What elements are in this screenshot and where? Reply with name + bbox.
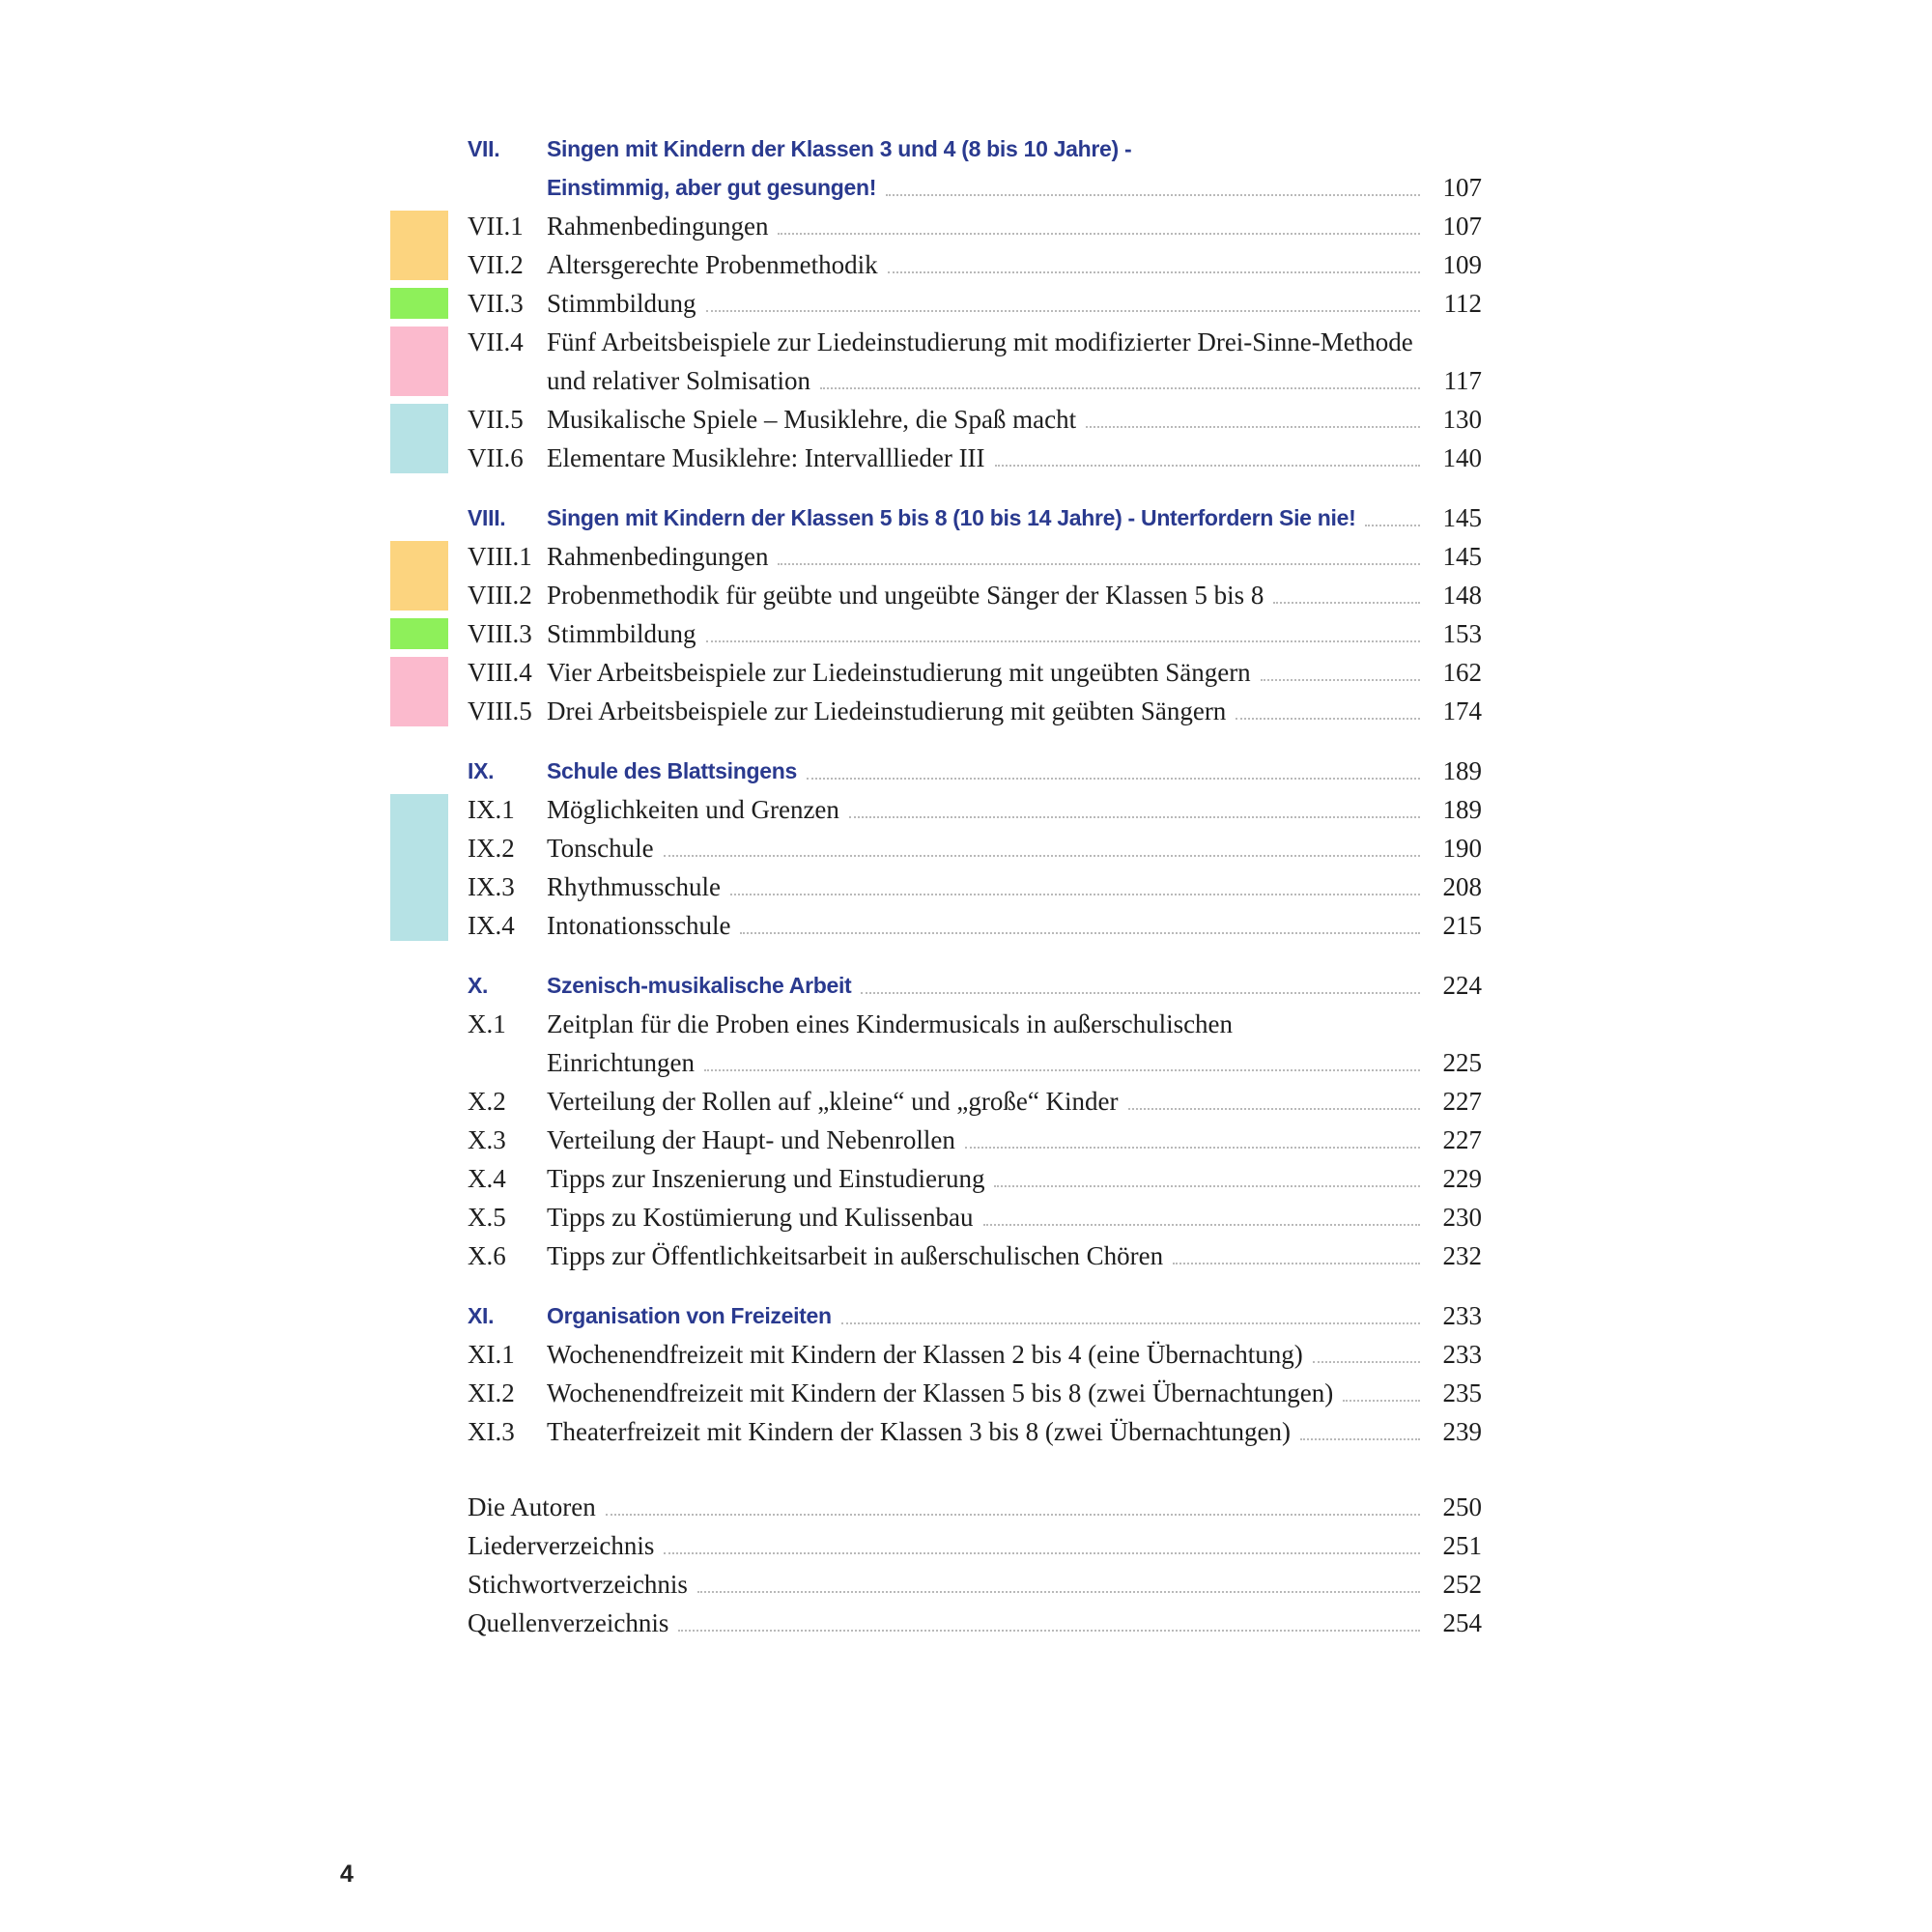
entry-page: 254 [1442,1608,1482,1637]
entry-number: XI. [468,1303,495,1328]
color-tab-orange [390,211,448,280]
entry-title: Elementare Musiklehre: Intervalllieder III [547,443,985,472]
toc-entry-line [0,1198,1932,1236]
entry-title: Verteilung der Rollen auf „kleine“ und „große“ Kinder [547,1087,1119,1116]
entry-page: 215 [1442,911,1482,940]
entry-page: 250 [1442,1492,1482,1521]
entry-title: Rhythmusschule [547,872,721,901]
toc-entry-line [0,1526,1932,1565]
entry-number: VII.4 [468,327,524,356]
dot-leader [664,855,1420,857]
toc-entry-line [0,284,1932,323]
toc-entry-line [0,1082,1932,1121]
toc-entry-line [0,439,1932,477]
entry-title: Probenmethodik für geübte und ungeübte Sänger der Klassen 5 bis 8 [547,581,1264,610]
dot-leader [740,932,1420,934]
entry-title: Tipps zu Kostümierung und Kulissenbau [547,1203,974,1232]
entry-title: Möglichkeiten und Grenzen [547,795,839,824]
entry-page: 229 [1442,1164,1482,1193]
entry-page: 107 [1442,212,1482,241]
dot-leader [778,563,1420,565]
entry-title: Fünf Arbeitsbeispiele zur Liedeinstudierung mit modifizierter Drei-Sinne-Methode [547,327,1413,356]
entry-number: VII.2 [468,250,524,279]
dot-leader [1173,1263,1420,1264]
entry-title: Einrichtungen [547,1048,695,1077]
entry-page: 140 [1442,443,1482,472]
entry-number: IX.4 [468,911,515,940]
entry-title: Einstimmig, aber gut gesungen! [547,175,877,200]
entry-number: X.6 [468,1241,506,1270]
entry-number: IX.2 [468,834,515,863]
entry-page: 225 [1442,1048,1482,1077]
entry-page: 145 [1442,503,1482,532]
color-tab-blue [390,794,448,941]
entry-page: 130 [1442,405,1482,434]
toc-entry-line [0,1565,1932,1604]
entry-title: Altersgerechte Probenmethodik [547,250,878,279]
toc-entry-line [0,790,1932,829]
entry-number: IX.1 [468,795,515,824]
entry-page: 230 [1442,1203,1482,1232]
toc-entry-line [0,245,1932,284]
entry-title: Quellenverzeichnis [468,1608,669,1637]
entry-page: 189 [1442,795,1482,824]
toc-entry-line [0,400,1932,439]
entry-page: 162 [1442,658,1482,687]
entry-number: VIII.3 [468,619,532,648]
dot-leader [888,271,1420,273]
entry-number: X.1 [468,1009,506,1038]
toc-entry-line [0,1412,1932,1451]
entry-page: 148 [1442,581,1482,610]
dot-leader [983,1224,1420,1226]
entry-page: 227 [1442,1125,1482,1154]
dot-leader [697,1591,1420,1593]
entry-title: Szenisch-musikalische Arbeit [547,973,852,998]
entry-page: 107 [1442,173,1482,202]
entry-page: 233 [1442,1301,1482,1330]
entry-title: Die Autoren [468,1492,596,1521]
entry-page: 109 [1442,250,1482,279]
dot-leader [778,233,1420,235]
entry-number: VII.6 [468,443,524,472]
dot-leader [1236,718,1420,720]
dot-leader [706,310,1420,312]
dot-leader [1261,679,1420,681]
toc-entry-line [0,576,1932,614]
dot-leader [1128,1108,1420,1110]
toc-entry-line [0,1236,1932,1275]
entry-title: Rahmenbedingungen [547,542,769,571]
toc-entry-line [0,323,1932,361]
dot-leader [1300,1438,1420,1440]
entry-number: IX.3 [468,872,515,901]
dot-leader [1313,1361,1420,1363]
entry-title: Liederverzeichnis [468,1531,655,1560]
entry-page: 145 [1442,542,1482,571]
dot-leader [995,465,1420,467]
toc-entry-line [0,1121,1932,1159]
dot-leader [706,640,1420,642]
entry-title: Theaterfreizeit mit Kindern der Klassen 3 bis 8 (zwei Übernachtungen) [547,1417,1291,1446]
toc-entry-line [0,1335,1932,1374]
entry-title: Musikalische Spiele – Musiklehre, die Spaß macht [547,405,1077,434]
dot-leader [1343,1400,1420,1402]
entry-title: Vier Arbeitsbeispiele zur Liedeinstudierung mit ungeübten Sängern [547,658,1251,687]
entry-number: VII. [468,136,500,161]
entry-title: Intonationsschule [547,911,731,940]
entry-number: VIII.2 [468,581,532,610]
entry-page: 239 [1442,1417,1482,1446]
toc-entry-line [0,829,1932,867]
entry-page: 232 [1442,1241,1482,1270]
entry-number: VII.3 [468,289,524,318]
entry-number: VIII.5 [468,696,532,725]
entry-title: und relativer Solmisation [547,366,810,395]
entry-number: XI.3 [468,1417,515,1446]
entry-number: XI.2 [468,1378,515,1407]
toc-entry-line [0,1488,1932,1526]
toc-entry-line [0,537,1932,576]
entry-page: 227 [1442,1087,1482,1116]
dot-leader [886,194,1420,196]
toc-entry-line [0,361,1932,400]
toc-entry-line [0,1604,1932,1642]
toc-entry-line [0,207,1932,245]
entry-title: Rahmenbedingungen [547,212,769,241]
dot-leader [1273,602,1420,604]
entry-number: IX. [468,758,495,783]
entry-page: 251 [1442,1531,1482,1560]
color-tab-green [390,288,448,319]
entry-number: X.4 [468,1164,506,1193]
toc-entry-line [0,129,1932,168]
entry-title: Tipps zur Inszenierung und Einstudierung [547,1164,985,1193]
entry-number: X.5 [468,1203,506,1232]
entry-number: VII.1 [468,212,524,241]
entry-number: X. [468,973,489,998]
entry-title: Stimmbildung [547,619,696,648]
toc-entry-line [0,752,1932,790]
toc-entry-line [0,1374,1932,1412]
entry-page: 117 [1443,366,1482,395]
toc-entry-line [0,1043,1932,1082]
toc-entry-line [0,614,1932,653]
entry-number: X.3 [468,1125,506,1154]
toc-entry-line [0,498,1932,537]
dot-leader [807,778,1420,780]
entry-page: 224 [1442,971,1482,1000]
dot-leader [678,1630,1420,1632]
entry-number: VIII. [468,505,506,530]
entry-title: Stimmbildung [547,289,696,318]
entry-title: Wochenendfreizeit mit Kindern der Klassen 5 bis 8 (zwei Übernachtungen) [547,1378,1334,1407]
entry-page: 153 [1442,619,1482,648]
entry-number: VIII.1 [468,542,532,571]
entry-title: Wochenendfreizeit mit Kindern der Klassen 2 bis 4 (eine Übernachtung) [547,1340,1303,1369]
toc-entry-line [0,966,1932,1005]
entry-title: Drei Arbeitsbeispiele zur Liedeinstudierung mit geübten Sängern [547,696,1227,725]
entry-title: Organisation von Freizeiten [547,1303,832,1328]
entry-title: Singen mit Kindern der Klassen 3 und 4 (8 bis 10 Jahre) - [547,136,1132,161]
toc-entry-line [0,1296,1932,1335]
entry-title: Zeitplan für die Proben eines Kindermusicals in außerschulischen [547,1009,1234,1038]
entry-title: Tonschule [547,834,654,863]
entry-page: 233 [1442,1340,1482,1369]
entry-page: 208 [1442,872,1482,901]
dot-leader [730,894,1420,895]
entry-number: VII.5 [468,405,524,434]
entry-number: VIII.4 [468,658,532,687]
dot-leader [841,1322,1420,1324]
entry-page: 252 [1442,1570,1482,1599]
entry-page: 189 [1442,756,1482,785]
entry-title: Stichwortverzeichnis [468,1570,688,1599]
dot-leader [1086,426,1420,428]
toc-entry-line [0,692,1932,730]
dot-leader [861,992,1420,994]
entry-page: 235 [1442,1378,1482,1407]
dot-leader [820,387,1420,389]
dot-leader [1365,525,1420,526]
toc-entry-line [0,653,1932,692]
entry-page: 190 [1442,834,1482,863]
color-tab-pink [390,657,448,726]
entry-title: Schule des Blattsingens [547,758,797,783]
color-tab-blue [390,404,448,473]
entry-title: Singen mit Kindern der Klassen 5 bis 8 (10 bis 14 Jahre) - Unterfordern Sie nie! [547,505,1356,530]
entry-number: X.2 [468,1087,506,1116]
dot-leader [606,1514,1420,1516]
dot-leader [704,1069,1420,1071]
page-number: 4 [340,1861,354,1888]
dot-leader [965,1147,1420,1149]
entry-page: 112 [1443,289,1482,318]
color-tab-pink [390,327,448,396]
entry-title: Verteilung der Haupt- und Nebenrollen [547,1125,955,1154]
toc-entry-line [0,168,1932,207]
entry-number: XI.1 [468,1340,515,1369]
color-tab-orange [390,541,448,611]
dot-leader [994,1185,1420,1187]
entry-title: Tipps zur Öffentlichkeitsarbeit in außerschulischen Chören [547,1241,1164,1270]
toc-entry-line [0,1005,1932,1043]
dot-leader [849,816,1420,818]
dot-leader [664,1552,1420,1554]
toc-entry-line [0,906,1932,945]
toc-entry-line [0,867,1932,906]
toc-entry-line [0,1159,1932,1198]
entry-page: 174 [1442,696,1482,725]
color-tab-green [390,618,448,649]
